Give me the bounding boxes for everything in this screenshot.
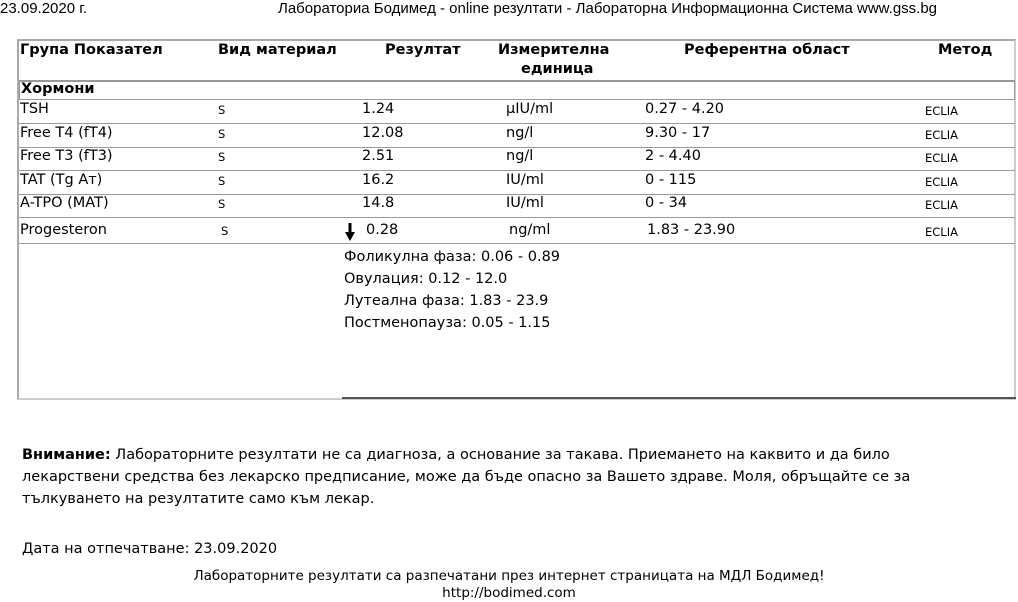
- print-date-header: 23.09.2020 г.: [0, 0, 88, 17]
- material: S: [218, 150, 226, 164]
- reference-range: 9.30 - 17: [645, 125, 711, 141]
- test-name: A-TPO (MAT): [20, 195, 109, 211]
- reference-range: 0.27 - 4.20: [645, 101, 725, 117]
- warning-body: Лабораторните резултати не са диагноза, а основание за такава. Приемането на каквито и да било лекарствени средства без лекарско предписание, може да бъде опасно за Вашето здраве. Моля, обръщайте се за тълкуването на резултатите само към лекар.: [22, 447, 911, 507]
- result-value: 2.51: [362, 148, 395, 164]
- footer-line: Лабораторните резултати са разпечатани през интернет страницата на МДЛ Бодимед!: [193, 568, 825, 584]
- group-row: [19, 80, 1015, 100]
- progesterone-note: [344, 246, 560, 334]
- header-unit-2: единица: [521, 61, 594, 77]
- test-name: Progesteron: [20, 222, 107, 238]
- reference-range: 0 - 115: [645, 172, 697, 188]
- test-name: TSH: [20, 101, 49, 117]
- header-result: Резултат: [385, 42, 461, 58]
- unit: IU/ml: [506, 195, 544, 211]
- header-material: Вид материал: [218, 42, 337, 58]
- print-date: Дата на отпечатване: 23.09.2020: [22, 541, 278, 557]
- material: S: [218, 197, 226, 211]
- note-line: Лутеална фаза: 1.83 - 23.9: [344, 293, 549, 309]
- row-divider: [19, 243, 1015, 244]
- method: ECLIA: [925, 151, 958, 165]
- reference-range: 0 - 34: [645, 195, 688, 211]
- footer: [0, 568, 1018, 602]
- row-divider: [19, 123, 1015, 124]
- footer-link[interactable]: http://bodimed.com: [442, 585, 576, 601]
- page-header-title: Лабораториа Бодимед - online резултати - Лабораторна Информационна Система www.gss.bg: [278, 0, 938, 17]
- test-name: Free T4 (fT4): [20, 125, 113, 141]
- material: S: [218, 103, 226, 117]
- material: S: [221, 224, 229, 238]
- header-group: Група Показател: [20, 42, 163, 58]
- warning-text: [22, 444, 962, 510]
- warning-label: Внимание:: [22, 447, 111, 463]
- header-unit: Измерителна: [498, 42, 610, 58]
- result-value: 14.8: [362, 195, 395, 211]
- method: ECLIA: [925, 198, 958, 212]
- method: ECLIA: [925, 175, 958, 189]
- result-value: 0.28: [366, 222, 399, 238]
- reference-range: 1.83 - 23.90: [647, 222, 736, 238]
- row-divider: [19, 217, 1015, 218]
- result-value: 1.24: [362, 101, 395, 117]
- divider: [342, 397, 1016, 399]
- method: ECLIA: [925, 128, 958, 142]
- method: ECLIA: [925, 104, 958, 118]
- unit: ng/ml: [509, 222, 551, 238]
- unit: ng/l: [506, 125, 534, 141]
- result-value: 16.2: [362, 172, 395, 188]
- material: S: [218, 127, 226, 141]
- unit: µIU/ml: [506, 101, 554, 117]
- test-name: TAT (Tg Ат): [20, 172, 103, 188]
- header-ref: Референтна област: [684, 42, 850, 58]
- arrow-down-icon: [344, 222, 356, 242]
- row-divider: [19, 170, 1015, 171]
- test-name: Free T3 (fT3): [20, 148, 113, 164]
- reference-range: 2 - 4.40: [645, 148, 701, 164]
- result-value: 12.08: [362, 125, 404, 141]
- unit: IU/ml: [506, 172, 544, 188]
- group-label: Хормони: [21, 81, 95, 97]
- note-line: Овулация: 0.12 - 12.0: [344, 271, 508, 287]
- note-line: Фоликулна фаза: 0.06 - 0.89: [344, 249, 561, 265]
- unit: ng/l: [506, 148, 534, 164]
- method: ECLIA: [925, 225, 958, 239]
- header-method: Метод: [938, 42, 993, 58]
- note-line: Постменопауза: 0.05 - 1.15: [344, 315, 551, 331]
- material: S: [218, 174, 226, 188]
